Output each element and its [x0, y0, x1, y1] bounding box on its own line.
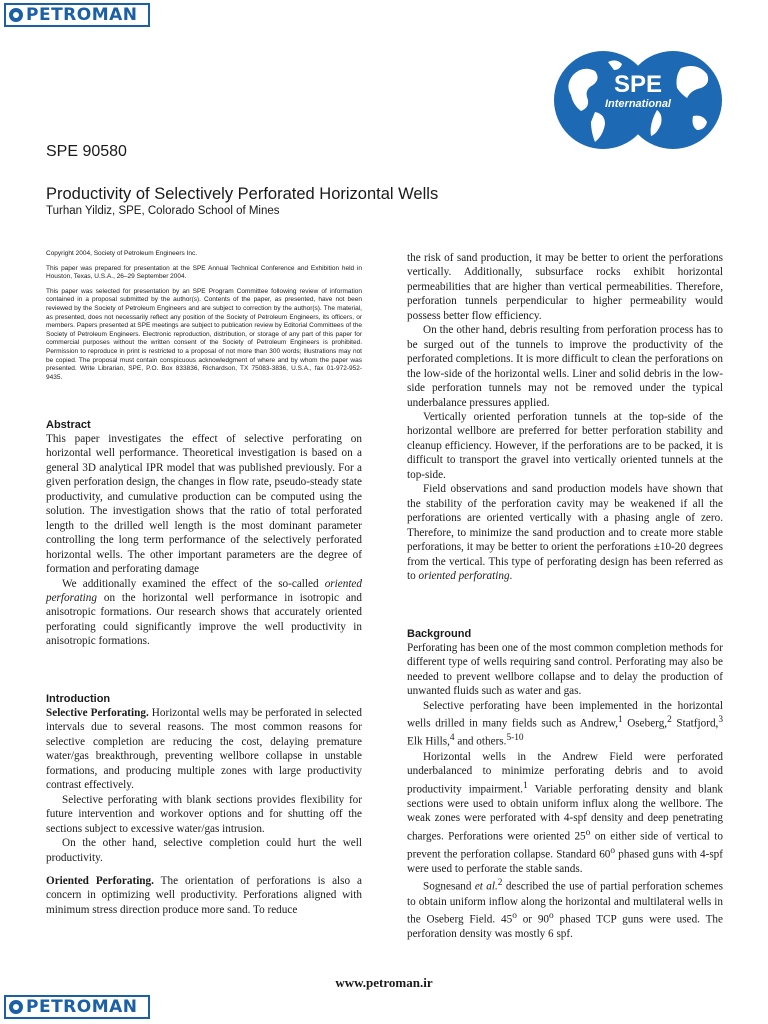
introduction-section [46, 692, 362, 917]
petroman-logo-icon [9, 1000, 23, 1014]
intro-paragraph: Oriented Perforating. The orientation of perforations is also a concern in optimizing well productivity. Perforations aligned with minimum stress direction produce more sand. To reduce [46, 874, 363, 916]
petroman-watermark-top [4, 3, 150, 27]
body-paragraph: the risk of sand production, it may be better to orient the perforations vertically. Additionally, subsurface rocks exhibit horizontal permeabilities that are higher than vertical permeabilities. Therefore, perforation tunnels perpendicular to higher permeability would possess better flow efficiency. [407, 252, 723, 322]
background-heading: Background [407, 628, 472, 640]
introduction-heading: Introduction [46, 693, 111, 705]
body-paragraph: On the other hand, debris resulting from perforation process has to be surged out of the tunnels to improve the productivity of the perforated completions. It is more difficult to clean the perforations on the low-side of the horizontal wells. Liner and solid debris in the low-side perforation tunnels may not be removed under the typical underbalance pressures applied. [407, 324, 723, 409]
paper-author: Turhan Yildiz, SPE, Colorado School of Mines [46, 205, 280, 217]
background-paragraph: Horizontal wells in the Andrew Field were perforated underbalanced to minimize perforating debris and to avoid productivity impairment.$^1$ Variable perforating density and blank sections were used to obtain uniform influx along the wellbore. The weak zones were perforated with 4-spf density and deep penetrating charges. Perforations were oriented 25$^o$ on either side of vertical to prevent the perforation collapse. Standard 60$^o$ phased guns with 4-spf were used to perforate the stable sands. [407, 750, 724, 876]
petroman-brand-name: PETROMAN [26, 997, 138, 1017]
intro-paragraph: Selective perforating with blank sections provides flexibility for future intervention and workover options and for shutting off the sections subject to excessive water/gas intrusion. [46, 793, 362, 835]
body-paragraph: Vertically oriented perforation tunnels at the top-side of the horizontal wellbore are preferred for better perforation stability and cleanup efficiency. However, if the perforations are to be packed, it is difficult to transport the gravel into vertically oriented tunnels at the top-side. [407, 410, 723, 481]
spe-international-logo [553, 50, 723, 150]
copyright-line: Copyright 2004, Society of Petroleum Engineers Inc. [46, 250, 198, 257]
intro-paragraph: Selective Perforating. Horizontal wells may be perforated in selected intervals due to several reasons. The most common reasons for selective completion are reducing the cost, delaying premature water/gas breakthrough, preventing wellbore collapse in unstable formations, and producing multiple zones with large productivity contrast effectively. [46, 707, 362, 792]
right-column-text [407, 251, 723, 583]
logo-spe-text: SPE [613, 71, 663, 98]
background-section [407, 627, 723, 942]
paper-number: SPE 90580 [46, 143, 127, 160]
abstract-paragraph: This paper investigates the effect of selective perforating on horizontal well performance. Theoretical investigation is based on a general 3D analytical IPR model that was published previously. For a given perforation design, the changes in flow rate, pseudo-steady state productivity, and cumulative production can be computed using the solution. The investigation shows that the ratio of total perforated length to the drilled well length is the most dominant parameter controlling the long term performance of the selectively perforated horizontal wells. The other important parameters are the degree of formation and perforating damage [46, 433, 362, 576]
abstract-heading: Abstract [46, 419, 91, 431]
conference-note: This paper was prepared for presentation at the SPE Annual Technical Conference and Exhibition held in Houston, Texas, U.S.A., 26–29 September 2004. [46, 264, 362, 281]
body-paragraph: Field observations and sand production models have shown that the stability of the perforation cavity may be weakened if all the perforations are oriented vertically with a phasing angle of zero. Therefore, to minimize the sand production and to create more stable perforations, it may be better to orient the perforations ±10-20 degrees from the vertical. This type of perforating design has been referred as to oriented perforating. [407, 483, 723, 582]
background-paragraph: Selective perforating have been implemented in the horizontal wells drilled in many fields such as Andrew,$^1$ Oseberg,$^2$ Statfjord,$^3$ Elk Hills,$^4$ and others.$^{5-10}$ [407, 699, 724, 749]
intro-paragraph: On the other hand, selective completion could hurt the well productivity. [46, 837, 362, 864]
footer-url[interactable]: www.petroman.ir [335, 975, 433, 990]
logo-international-text: International [604, 98, 672, 110]
oriented-perforating-label: Oriented Perforating. [46, 874, 154, 887]
background-paragraph: Perforating has been one of the most common completion methods for different type of wells requiring sand control. Perforating may also be needed to prevent wellbore collapse and to delay the production of unwanted fluids such as water and gas. [407, 642, 723, 698]
copyright-notice [46, 250, 362, 388]
petroman-logo-icon [9, 8, 23, 22]
abstract-paragraph: We additionally examined the effect of the so-called oriented perforating on the horizontal well performance in isotropic and anisotropic formations. Our research shows that accurately oriented perforating could significantly improve the well productivity in anisotropic formations. [46, 577, 362, 648]
paper-title: Productivity of Selectively Perforated Horizontal Wells [46, 185, 439, 203]
review-disclaimer: This paper was selected for presentation by an SPE Program Committee following review of information contained in a proposal submitted by the author(s). Contents of the paper, as presented, have not been reviewed by the Society of Petroleum Engineers and are subject to correction by the author(s). The material, as presented, does not necessarily reflect any position of the Society of Petroleum Engineers, its officers, or members. Papers presented at SPE meetings are subject to publication review by Editorial Committees of the Society of Petroleum Engineers. Electronic reproduction, distribution, or storage of any part of this paper for commercial purposes without the written consent of the Society of Petroleum Engineers is prohibited. Permission to reproduce in print is restricted to a proposal of not more than 300 words; illustrations may not be copied. The proposal must contain conspicuous acknowledgment of where and by whom the paper was presented. Write Librarian, SPE, P.O. Box 833836, Richardson, TX 75083-3836, U.S.A., fax 01-972-952-9435. [46, 287, 362, 381]
abstract-section [46, 418, 362, 649]
selective-perforating-label: Selective Perforating. [46, 707, 149, 719]
background-paragraph: Sognesand et al.$^2$ described the use of partial perforation schemes to obtain uniform inflow along the horizontal and multilateral wells in the Oseberg Field. 45$^o$ or 90$^o$ phased TCP guns were used. The perforation density was mostly 6 spf. [407, 878, 723, 941]
petroman-watermark-bottom [4, 995, 150, 1019]
petroman-brand-name: PETROMAN [26, 5, 138, 25]
